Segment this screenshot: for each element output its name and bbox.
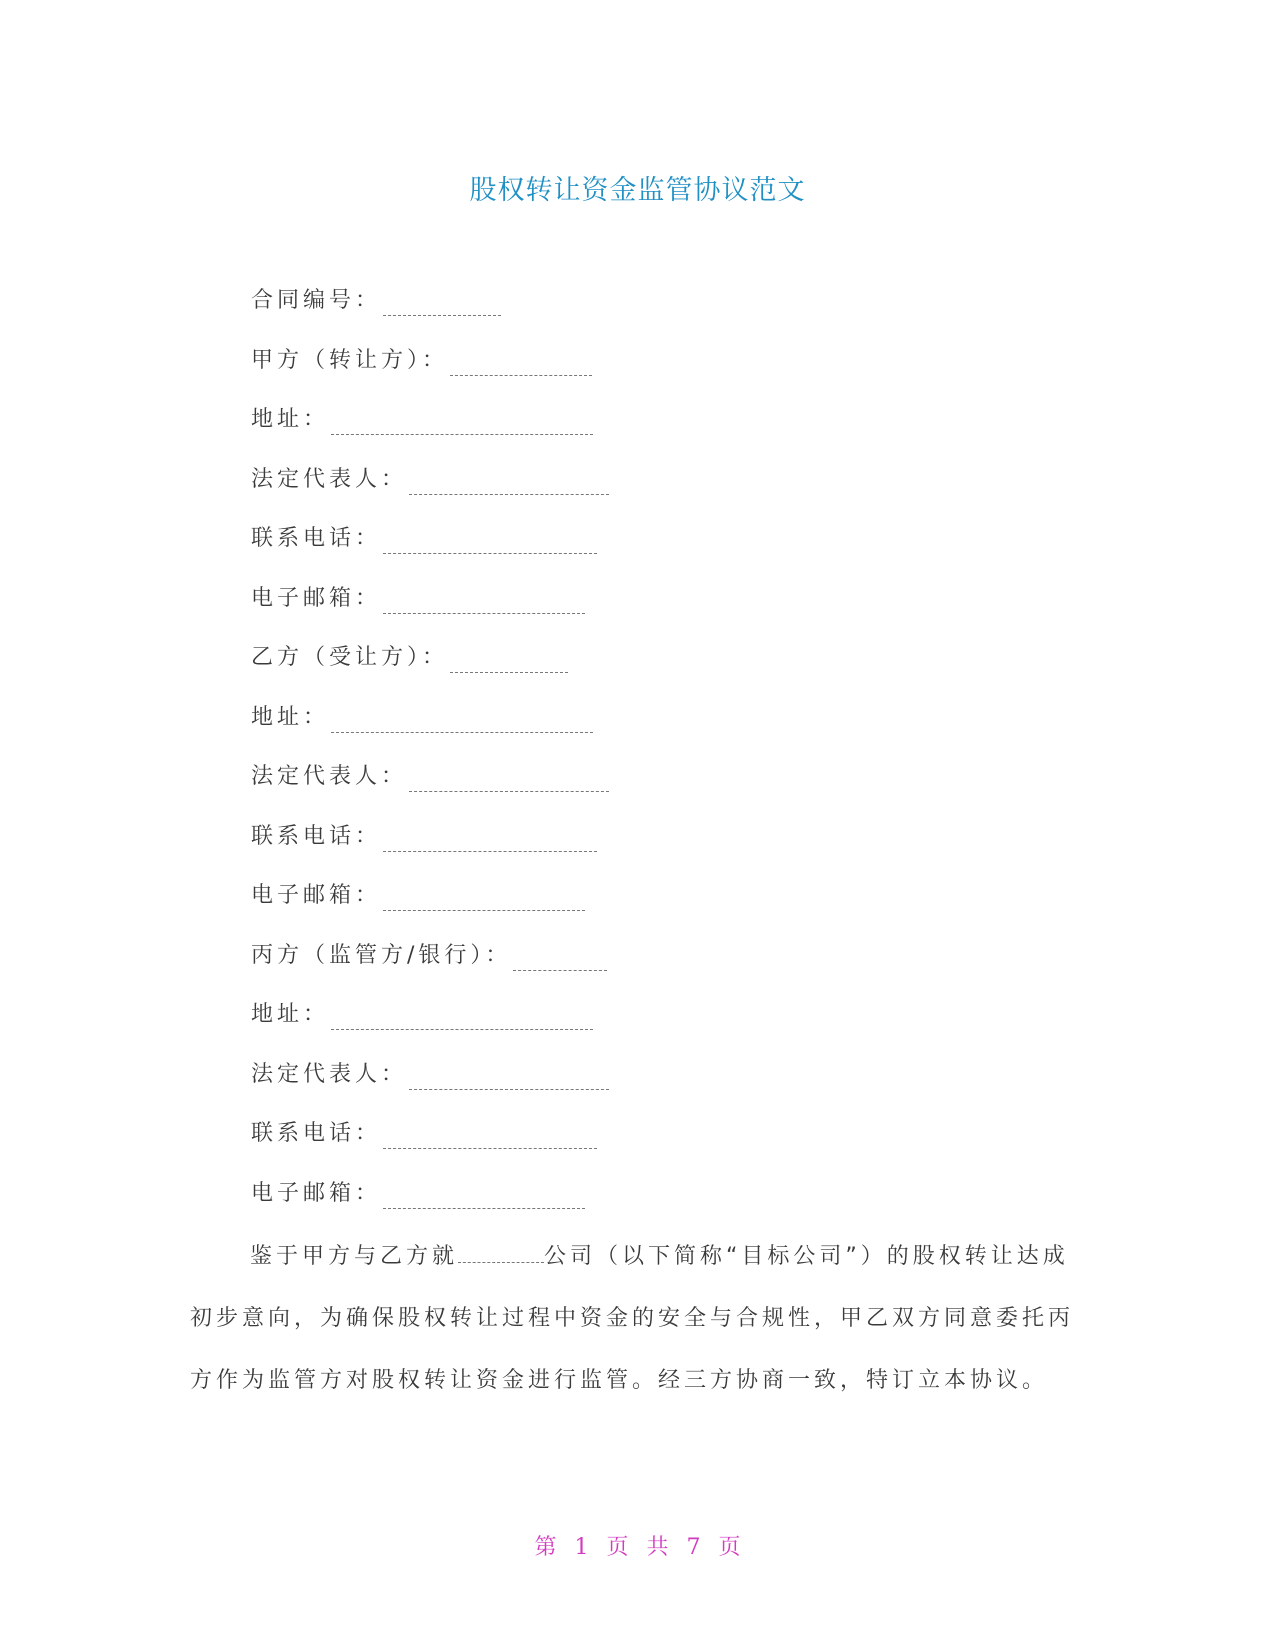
field-party-a-address [251,405,593,435]
blank-line [383,831,597,852]
blank-line [513,950,607,971]
field-party-c-phone [251,1119,597,1149]
field-party-a-representative [251,465,609,495]
blank-line [450,652,568,673]
field-label: 地址： [251,705,330,730]
field-label: 电子邮箱： [251,883,382,908]
total-pages-number: 7 [686,1535,701,1560]
field-party-b-representative [251,762,609,792]
paragraph-text-rest: 公司（以下简称“目标公司”）的股权转让达成初步意向，为确保股权转让过程中资金的安全与合规性，甲乙双方同意委托丙方作为监管方对股权转让资金进行监管。经三方协商一致，特订立本协议。 [190,1244,1075,1393]
field-label: 电子邮箱： [251,586,382,611]
field-label: 合同编号： [251,288,382,313]
blank-line [383,1128,597,1149]
field-label: 联系电话： [251,1121,382,1146]
page-footer [0,1530,1275,1561]
blank-line [331,1009,593,1030]
field-party-c [251,941,607,971]
field-party-b-address [251,703,593,733]
current-page-number: 1 [574,1535,589,1560]
paragraph-text-start: 鉴于甲方与乙方就 [250,1244,459,1269]
field-label: 联系电话： [251,824,382,849]
total-label: 共 [646,1535,669,1560]
field-party-a [251,346,592,376]
field-party-c-representative [251,1060,609,1090]
blank-line [383,890,585,911]
field-label: 丙方（监管方/银行）： [251,943,512,968]
blank-line [458,1242,544,1263]
field-label: 法定代表人： [251,764,408,789]
field-label: 地址： [251,1002,330,1027]
blank-line [331,712,593,733]
blank-line [409,474,609,495]
intro-paragraph [190,1226,1090,1412]
blank-line [450,355,592,376]
field-label: 法定代表人： [251,1062,408,1087]
field-party-b [251,643,568,673]
blank-line [331,414,593,435]
field-label: 电子邮箱： [251,1181,382,1206]
field-party-c-address [251,1000,593,1030]
field-party-c-email [251,1179,585,1209]
page-label: 页 [606,1535,629,1560]
blank-line [383,295,501,316]
blank-line [383,533,597,554]
blank-line [383,1188,585,1209]
field-party-a-phone [251,524,597,554]
field-party-b-phone [251,822,597,852]
field-contract-number [251,286,501,316]
blank-line [409,1069,609,1090]
page-label: 页 [718,1535,741,1560]
blank-line [409,771,609,792]
field-party-b-email [251,881,585,911]
field-party-a-email [251,584,585,614]
page-label: 第 [534,1535,557,1560]
blank-line [383,593,585,614]
document-title: 股权转让资金监管协议范文 [469,175,806,206]
field-label: 乙方（受让方）： [251,645,449,670]
field-label: 甲方（转让方）： [251,348,449,373]
field-label: 法定代表人： [251,467,408,492]
field-label: 联系电话： [251,526,382,551]
field-label: 地址： [251,407,330,432]
